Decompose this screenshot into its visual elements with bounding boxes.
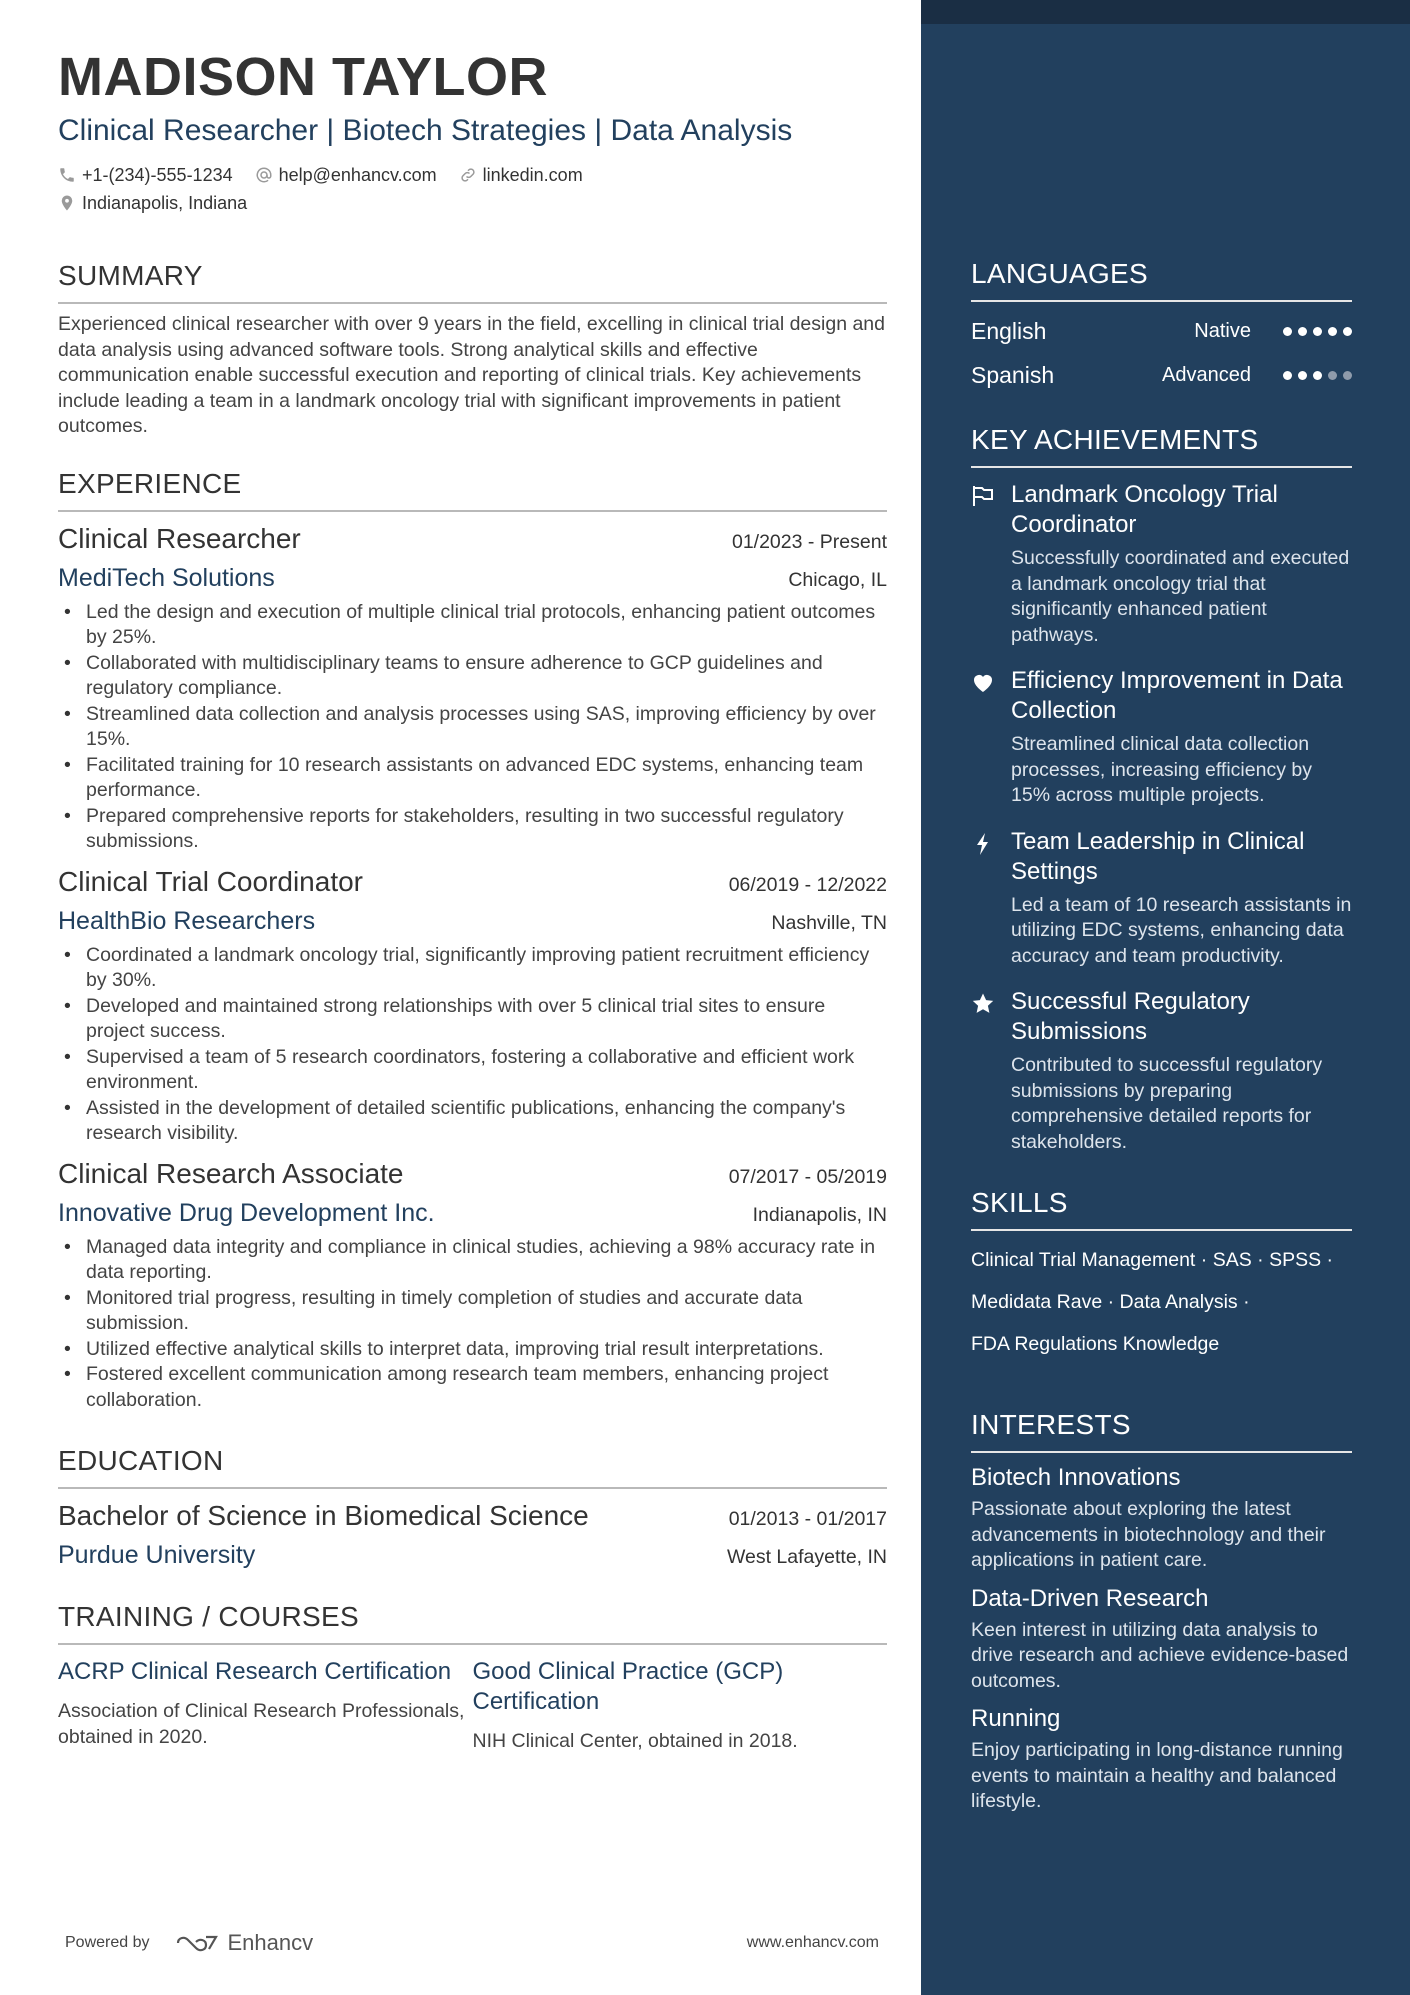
job-title: Clinical Researcher (58, 522, 301, 554)
job-bullets (58, 600, 887, 855)
experience-section (58, 466, 887, 1414)
job-bullet: • Streamlined data collection and analysis processes using SAS, improving efficiency by over 15%. (58, 702, 887, 753)
education-section (58, 1443, 887, 1573)
training-heading: TRAINING / COURSES (58, 1599, 887, 1645)
interest-desc: Enjoy participating in long-distance running events to maintain a healthy and balanced lifestyle. (971, 1739, 1343, 1812)
job-bullet: • Collaborated with multidisciplinary teams to ensure adherence to GCP guidelines and regulatory compliance. (58, 651, 887, 702)
flag-icon (971, 485, 995, 507)
course-entry (58, 1657, 473, 1755)
languages-heading: LANGUAGES (971, 256, 1352, 302)
achievements-section (971, 422, 1352, 1155)
language-name: English (971, 317, 1047, 344)
enhancv-logo[interactable] (174, 1930, 314, 1956)
interest-item (971, 1704, 1352, 1815)
job-bullets (58, 943, 887, 1147)
job-bullet: • Coordinated a landmark oncology trial, significantly improving patient recruitment efficiency by 30%. (58, 943, 887, 994)
job-bullet: • Facilitated training for 10 research assistants on advanced EDC systems, enhancing team performance. (58, 753, 887, 804)
achievement-item (971, 987, 1352, 1155)
job-entry (58, 520, 887, 855)
achievements-heading: KEY ACHIEVEMENTS (971, 422, 1352, 468)
job-bullet: • Fostered excellent communication among research team members, enhancing project collaboration. (58, 1362, 887, 1413)
job-bullet: • Developed and maintained strong relationships with over 5 clinical trial sites to ensure project success. (58, 994, 887, 1045)
candidate-name: MADISON TAYLOR (58, 47, 549, 107)
job-location: Indianapolis, IN (752, 1203, 887, 1226)
course-entry (473, 1657, 888, 1755)
course-title: Good Clinical Practice (GCP) Certification (472, 1658, 784, 1715)
candidate-title: Clinical Researcher | Biotech Strategies | Data Analysis (58, 114, 793, 147)
job-bullet: • Monitored trial progress, resulting in timely completion of studies and accurate data submission. (58, 1286, 887, 1337)
achievement-item (971, 666, 1352, 809)
job-title: Clinical Trial Coordinator (58, 865, 364, 897)
summary-heading: SUMMARY (58, 258, 887, 304)
job-bullet: • Assisted in the development of detailed scientific publications, enhancing the company's research visibility. (58, 1096, 887, 1147)
linkedin-text: linkedin.com (482, 165, 583, 185)
interests-heading: INTERESTS (971, 1407, 1352, 1453)
location-pin-icon (58, 194, 76, 212)
skills-list: Clinical Trial Management · SAS · SPSS · Medidata Rave · Data Analysis · FDA Regulations Knowledge (971, 1249, 1334, 1355)
skill-tag: FDA Regulations Knowledge (971, 1333, 1220, 1355)
job-bullet: • Utilized effective analytical skills to interpret data, improving trial result interpretations. (58, 1337, 887, 1363)
brand-name: Enhancv (227, 1930, 314, 1955)
footer (65, 1930, 879, 1956)
achievement-item (971, 480, 1352, 648)
contact-email[interactable] (255, 162, 437, 188)
language-rating (1283, 327, 1352, 336)
language-level: Native (1194, 319, 1251, 342)
powered-by-label: Powered by (65, 1934, 150, 1951)
email-text: help@enhancv.com (278, 165, 437, 185)
education-heading: EDUCATION (58, 1443, 887, 1489)
achievement-desc: Led a team of 10 research assistants in utilizing EDC systems, enhancing data accuracy and team productivity. (1011, 893, 1352, 967)
contact-linkedin[interactable] (459, 162, 583, 188)
language-item (971, 316, 1352, 346)
language-level: Advanced (1162, 363, 1251, 386)
phone-text: +1-(234)-555-1234 (82, 165, 233, 185)
rating-dot-filled (1298, 327, 1307, 336)
rating-dot-filled (1298, 371, 1307, 380)
languages-section (971, 256, 1352, 390)
language-rating (1283, 371, 1352, 380)
company-name: Innovative Drug Development Inc. (58, 1198, 435, 1227)
interest-title: Running (971, 1705, 1061, 1732)
company-name: MediTech Solutions (58, 563, 275, 592)
job-bullet: • Prepared comprehensive reports for stakeholders, resulting in two successful regulatory submissions. (58, 804, 887, 855)
rating-dot-filled (1328, 327, 1337, 336)
rating-dot-empty (1328, 371, 1337, 380)
school-location: West Lafayette, IN (726, 1546, 887, 1568)
school-name: Purdue University (58, 1541, 256, 1569)
rating-dot-filled (1313, 371, 1322, 380)
achievement-title: Landmark Oncology Trial Coordinator (1011, 481, 1278, 538)
sidebar-content (971, 256, 1352, 1815)
heart-icon (971, 671, 995, 693)
skills-section (971, 1185, 1352, 1365)
enhancv-logo-icon (174, 1931, 220, 1955)
job-bullet: • Supervised a team of 5 research coordinators, fostering a collaborative and efficient work environment. (58, 1045, 887, 1096)
job-date: 07/2017 - 05/2019 (728, 1165, 887, 1188)
job-location: Nashville, TN (771, 911, 887, 934)
job-bullet: • Led the design and execution of multiple clinical trial protocols, enhancing patient outcomes by 25%. (58, 600, 887, 651)
interest-title: Data-Driven Research (971, 1584, 1209, 1612)
achievement-desc: Streamlined clinical data collection processes, increasing efficiency by 15% across multiple projects. (1011, 733, 1312, 806)
job-entry (58, 1155, 887, 1414)
interest-item (971, 1463, 1352, 1574)
rating-dot-empty (1343, 371, 1352, 380)
achievement-desc: Successfully coordinated and executed a landmark oncology trial that significantly enhanced patient pathways. (1011, 547, 1350, 646)
contact-location (58, 190, 247, 216)
contact-phone[interactable] (58, 162, 233, 188)
job-date: 06/2019 - 12/2022 (728, 873, 887, 896)
phone-icon (58, 166, 76, 184)
company-name: HealthBio Researchers (58, 906, 316, 935)
skills-heading: SKILLS (971, 1185, 1352, 1231)
language-name: Spanish (971, 361, 1055, 388)
degree-title: Bachelor of Science in Biomedical Science (58, 1500, 589, 1531)
job-location: Chicago, IL (788, 568, 887, 591)
interest-desc: Keen interest in utilizing data analysis to drive research and achieve evidence-based outcomes. (971, 1618, 1349, 1692)
achievement-desc: Contributed to successful regulatory submissions by preparing comprehensive detailed reports for stakeholders. (1011, 1054, 1323, 1153)
job-bullet: • Managed data integrity and compliance in clinical studies, achieving a 98% accuracy rate in data reporting. (58, 1235, 887, 1286)
skill-tag: SPSS (1269, 1249, 1322, 1271)
achievement-title: Team Leadership in Clinical Settings (1011, 827, 1305, 885)
achievement-item (971, 827, 1352, 970)
interest-desc: Passionate about exploring the latest advancements in biotechnology and their applications in patient care. (971, 1498, 1326, 1571)
interest-title: Biotech Innovations (971, 1464, 1181, 1491)
interest-item (971, 1584, 1352, 1695)
interests-section (971, 1407, 1352, 1815)
skill-tag: Clinical Trial Management (971, 1249, 1196, 1271)
language-item (971, 360, 1352, 390)
job-bullets (58, 1235, 887, 1414)
course-title: ACRP Clinical Research Certification (58, 1658, 452, 1685)
job-title: Clinical Research Associate (58, 1157, 404, 1189)
footer-url[interactable]: www.enhancv.com (746, 1934, 879, 1951)
course-desc: NIH Clinical Center, obtained in 2018. (472, 1730, 798, 1752)
rating-dot-filled (1283, 327, 1292, 336)
link-icon (459, 166, 477, 184)
lightning-icon (971, 832, 995, 856)
rating-dot-filled (1313, 327, 1322, 336)
main-column (58, 44, 887, 1755)
rating-dot-filled (1343, 327, 1352, 336)
sidebar-top-band (921, 0, 1410, 24)
skill-tag: Data Analysis (1119, 1291, 1238, 1313)
star-icon (971, 992, 995, 1016)
contact-info (58, 162, 887, 216)
at-icon (255, 166, 273, 184)
course-desc: Association of Clinical Research Professionals, obtained in 2020. (58, 1700, 465, 1748)
achievement-title: Efficiency Improvement in Data Collection (1011, 667, 1343, 724)
education-date: 01/2013 - 01/2017 (728, 1508, 887, 1530)
summary-section (58, 258, 887, 440)
achievement-title: Successful Regulatory Submissions (1011, 988, 1250, 1045)
summary-text: Experienced clinical researcher with over 9 years in the field, excelling in clinical trial design and data analysis using advanced software tools. Strong analytical skills and effective communication enable successful execution and reporting of clinical trials. Key achievements include leading a team in a landmark oncology trial with significant improvements in patient outcomes. (58, 313, 885, 437)
job-entry (58, 863, 887, 1147)
skill-tag: Medidata Rave (971, 1291, 1103, 1313)
location-text: Indianapolis, Indiana (82, 193, 248, 213)
rating-dot-filled (1283, 371, 1292, 380)
training-section (58, 1599, 887, 1755)
job-date: 01/2023 - Present (731, 530, 887, 553)
experience-heading: EXPERIENCE (58, 466, 887, 512)
skill-tag: SAS (1212, 1249, 1252, 1271)
